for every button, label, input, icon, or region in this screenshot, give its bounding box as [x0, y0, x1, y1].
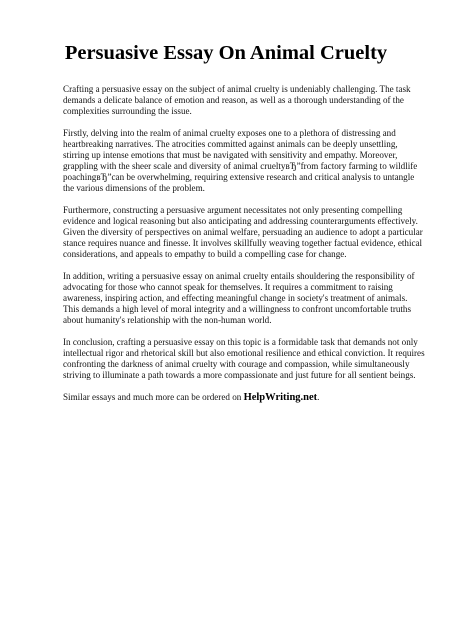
footer-line: [63, 392, 425, 403]
paragraph-intro: Crafting a persuasive essay on the subject of animal cruelty is undeniably challenging. The task demands a delicate balance of emotion and reason, as well as a thorough understanding of the complexities surrounding the issue.: [63, 84, 411, 117]
paragraph-conclusion: In conclusion, crafting a persuasive essay on this topic is a formidable task that demands not only intellectual rigor and rhetorical skill but also emotional resilience and ethical conviction. It requires confronting the darkness of animal cruelty with courage and compassion, while simultaneously striving to illuminate a path towards a more compassionate and just future for all sentient beings.: [63, 336, 425, 381]
footer-suffix: .: [317, 391, 320, 402]
essay-body: [63, 84, 425, 413]
paragraph-furthermore: Furthermore, constructing a persuasive argument necessitates not only presenting compelling evidence and logical reasoning but also anticipating and addressing counterarguments effectively. Given the diversity of perspectives on animal welfare, persuading an audience to adopt a particular stance requires nuance and finesse. It involves skillfully weaving together factual evidence, ethical considerations, and appeals to empathy to build a compelling case for change.: [63, 204, 423, 260]
paragraph-firstly: Firstly, delving into the realm of animal cruelty exposes one to a plethora of distressing and heartbreaking narratives. The atrocities committed against animals can be deeply unsettling, stirring up intense emotions that must be navigated with sensitivity and empathy. Moreover, grappling with the sheer scale and diversity of animal crueltyвЂ”from factory farming to wildlife poachingвЂ”can be overwhelming, requiring extensive research and critical analysis to untangle the various dimensions of the problem.: [63, 127, 418, 194]
helpwriting-link[interactable]: HelpWriting.net: [243, 391, 318, 403]
footer-prefix: Similar essays and much more can be ordered on: [63, 391, 244, 402]
paragraph-in-addition: In addition, writing a persuasive essay on animal cruelty entails shouldering the responsibility of advocating for those who cannot speak for themselves. It requires a commitment to raising awareness, inspiring action, and effecting meaningful change in society's treatment of animals. This demands a high level of moral integrity and a willingness to confront uncomfortable truths about humanity's relationship with the non-human world.: [63, 270, 415, 326]
page-title: Persuasive Essay On Animal Cruelty: [64, 42, 388, 64]
